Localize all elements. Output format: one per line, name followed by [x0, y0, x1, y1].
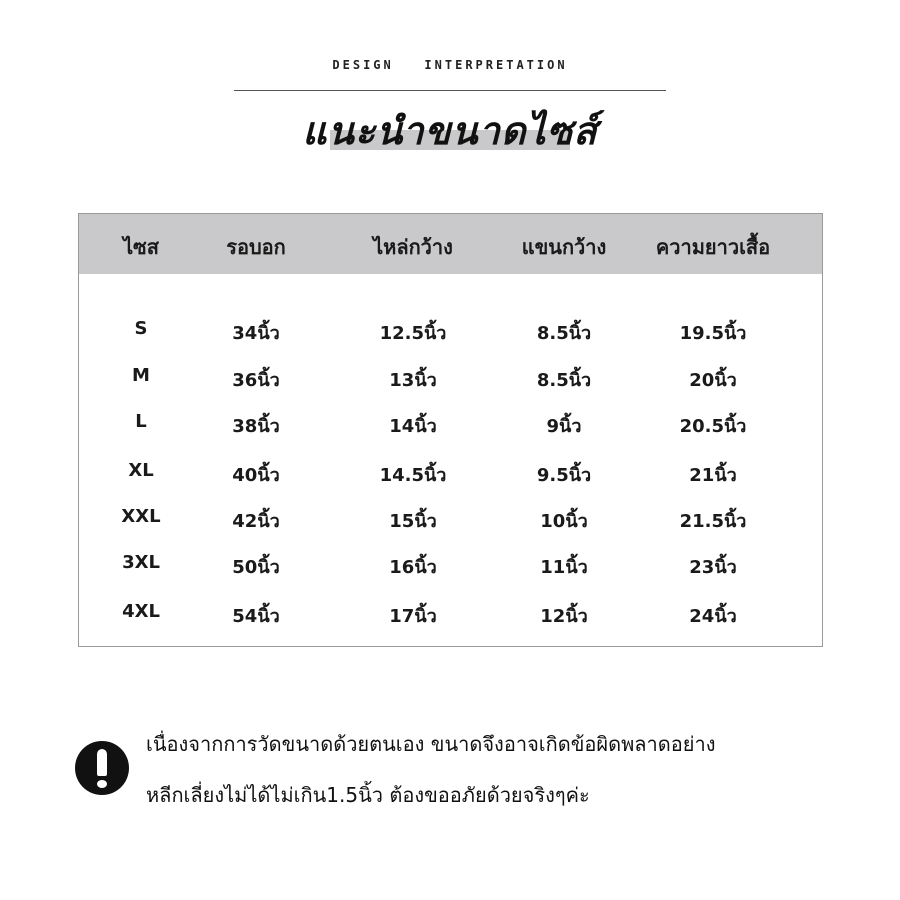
chest-cell: 38นิ้ว: [232, 416, 280, 437]
chest-cell: 40นิ้ว: [232, 465, 280, 486]
shoulder-cell: 12.5นิ้ว: [379, 323, 447, 344]
header-sleeve: แขนกว้าง: [521, 235, 607, 259]
header-length: ความยาวเสื้อ: [655, 235, 771, 259]
chest-cell: 54นิ้ว: [232, 606, 280, 627]
size-cell: L: [135, 411, 147, 432]
size-chart-table: [78, 213, 823, 647]
size-cell: M: [132, 365, 150, 386]
shoulder-cell: 13นิ้ว: [389, 370, 437, 391]
size-cell: 3XL: [122, 552, 160, 573]
sleeve-cell: 8.5นิ้ว: [536, 370, 592, 391]
length-cell: 20.5นิ้ว: [679, 416, 747, 437]
shoulder-cell: 17นิ้ว: [389, 606, 437, 627]
header-size: ไซส: [123, 235, 159, 259]
sleeve-cell: 9.5นิ้ว: [536, 465, 592, 486]
length-cell: 21.5นิ้ว: [679, 511, 747, 532]
chest-cell: 50นิ้ว: [232, 557, 280, 578]
exclamation-bar: [97, 749, 107, 776]
size-cell: S: [134, 318, 148, 339]
size-cell: XXL: [121, 506, 161, 527]
length-cell: 21นิ้ว: [689, 465, 737, 486]
disclaimer-line-2: หลีกเลี่ยงไม่ได้ไม่เกิน1.5นิ้ว ต้องขออภัยด้วยจริงๆค่ะ: [146, 783, 590, 807]
shoulder-cell: 15นิ้ว: [389, 511, 437, 532]
sleeve-cell: 9นิ้ว: [546, 416, 582, 437]
length-cell: 23นิ้ว: [689, 557, 737, 578]
sleeve-cell: 10นิ้ว: [540, 511, 588, 532]
chest-cell: 34นิ้ว: [232, 323, 280, 344]
header-chest: รอบอก: [226, 235, 286, 259]
disclaimer-line-1: เนื่องจากการวัดขนาดด้วยตนเอง ขนาดจึงอาจเกิดข้อผิดพลาดอย่าง: [146, 732, 716, 756]
exclamation-dot: [97, 780, 107, 788]
sleeve-cell: 8.5นิ้ว: [536, 323, 592, 344]
length-cell: 19.5นิ้ว: [679, 323, 747, 344]
title-divider: [234, 90, 666, 91]
size-cell: XL: [128, 460, 154, 481]
length-cell: 20นิ้ว: [689, 370, 737, 391]
shoulder-cell: 14.5นิ้ว: [379, 465, 447, 486]
sleeve-cell: 11นิ้ว: [540, 557, 588, 578]
chest-cell: 42นิ้ว: [232, 511, 280, 532]
shoulder-cell: 14นิ้ว: [389, 416, 437, 437]
shoulder-cell: 16นิ้ว: [389, 557, 437, 578]
design-interpretation-label: DESIGN INTERPRETATION: [332, 58, 568, 72]
table-header-row: [79, 214, 822, 274]
header-shoulder: ไหล่กว้าง: [373, 235, 453, 259]
chest-cell: 36นิ้ว: [232, 370, 280, 391]
sleeve-cell: 12นิ้ว: [540, 606, 588, 627]
page-title: แนะนำขนาดไซส์: [302, 109, 598, 153]
size-cell: 4XL: [122, 601, 160, 622]
exclamation-icon: [75, 741, 129, 795]
length-cell: 24นิ้ว: [689, 606, 737, 627]
